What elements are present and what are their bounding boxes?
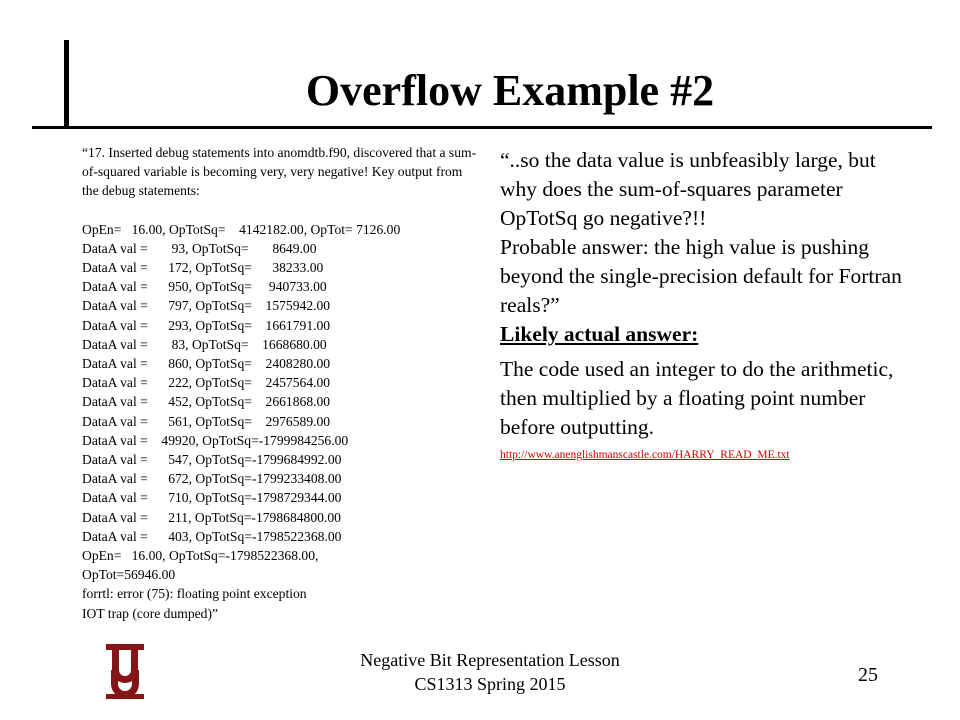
debug-line: OpEn= 16.00, OpTotSq=-1798522368.00, <box>82 548 319 564</box>
debug-line: DataA val = 797, OpTotSq= 1575942.00 <box>82 298 331 314</box>
debug-intro-text: “17. Inserted debug statements into anomdtb.f90, discovered that a sum-of-squared variable is becoming very, very negative! Key output from the debug statements: <box>82 145 477 199</box>
debug-line: DataA val = 403, OpTotSq=-1798522368.00 <box>82 528 342 544</box>
debug-line: DataA val = 672, OpTotSq=-1799233408.00 <box>82 471 342 487</box>
ou-logo-icon <box>100 640 150 702</box>
debug-line: DataA val = 860, OpTotSq= 2408280.00 <box>82 356 331 372</box>
likely-answer-heading: Likely actual answer: <box>500 322 699 346</box>
debug-line: DataA val = 710, OpTotSq=-1798729344.00 <box>82 490 342 506</box>
debug-line: DataA val = 293, OpTotSq= 1661791.00 <box>82 317 331 333</box>
debug-line: DataA val = 452, OpTotSq= 2661868.00 <box>82 394 331 410</box>
debug-line: DataA val = 222, OpTotSq= 2457564.00 <box>82 375 331 391</box>
debug-line: DataA val = 211, OpTotSq=-1798684800.00 <box>82 509 341 525</box>
vertical-accent-rule <box>64 40 69 128</box>
debug-line: OpEn= 16.00, OpTotSq= 4142182.00, OpTot= 7126.00 <box>82 221 401 237</box>
quote-text: “..so the data value is unbfeasibly large, but why does the sum-of-squares parameter OpTotSq go negative?!! <box>500 148 876 230</box>
debug-line: DataA val = 172, OpTotSq= 38233.00 <box>82 260 324 276</box>
slide-title: Overflow Example #2 <box>305 66 715 115</box>
page-number: 25 <box>858 664 878 686</box>
footer-course: CS1313 Spring 2015 <box>414 674 566 694</box>
debug-line: OpTot=56946.00 <box>82 567 176 583</box>
debug-line: DataA val = 950, OpTotSq= 940733.00 <box>82 279 327 295</box>
explanation-block <box>500 146 910 462</box>
debug-line: IOT trap (core dumped)” <box>82 605 219 621</box>
probable-answer-text: Probable answer: the high value is pushing beyond the single-precision default for Fortran reals?” <box>500 235 902 317</box>
debug-line: DataA val = 547, OpTotSq=-1799684992.00 <box>82 452 342 468</box>
actual-answer-text: The code used an integer to do the arithmetic, then multiplied by a floating point number before outputting. <box>500 357 894 439</box>
debug-line: DataA val = 561, OpTotSq= 2976589.00 <box>82 413 331 429</box>
debug-line: forrtl: error (75): floating point exception <box>82 586 307 602</box>
debug-lines <box>82 220 482 623</box>
source-link[interactable]: http://www.anenglishmanscastle.com/HARRY_READ_ME.txt <box>500 449 790 461</box>
debug-line: DataA val = 93, OpTotSq= 8649.00 <box>82 240 317 256</box>
footer-lesson-title: Negative Bit Representation Lesson <box>360 650 620 670</box>
debug-line: DataA val = 49920, OpTotSq=-1799984256.00 <box>82 432 349 448</box>
slide-footer <box>310 648 670 696</box>
debug-output-block <box>82 143 482 623</box>
debug-line: DataA val = 83, OpTotSq= 1668680.00 <box>82 336 327 352</box>
horizontal-accent-rule <box>32 126 932 129</box>
